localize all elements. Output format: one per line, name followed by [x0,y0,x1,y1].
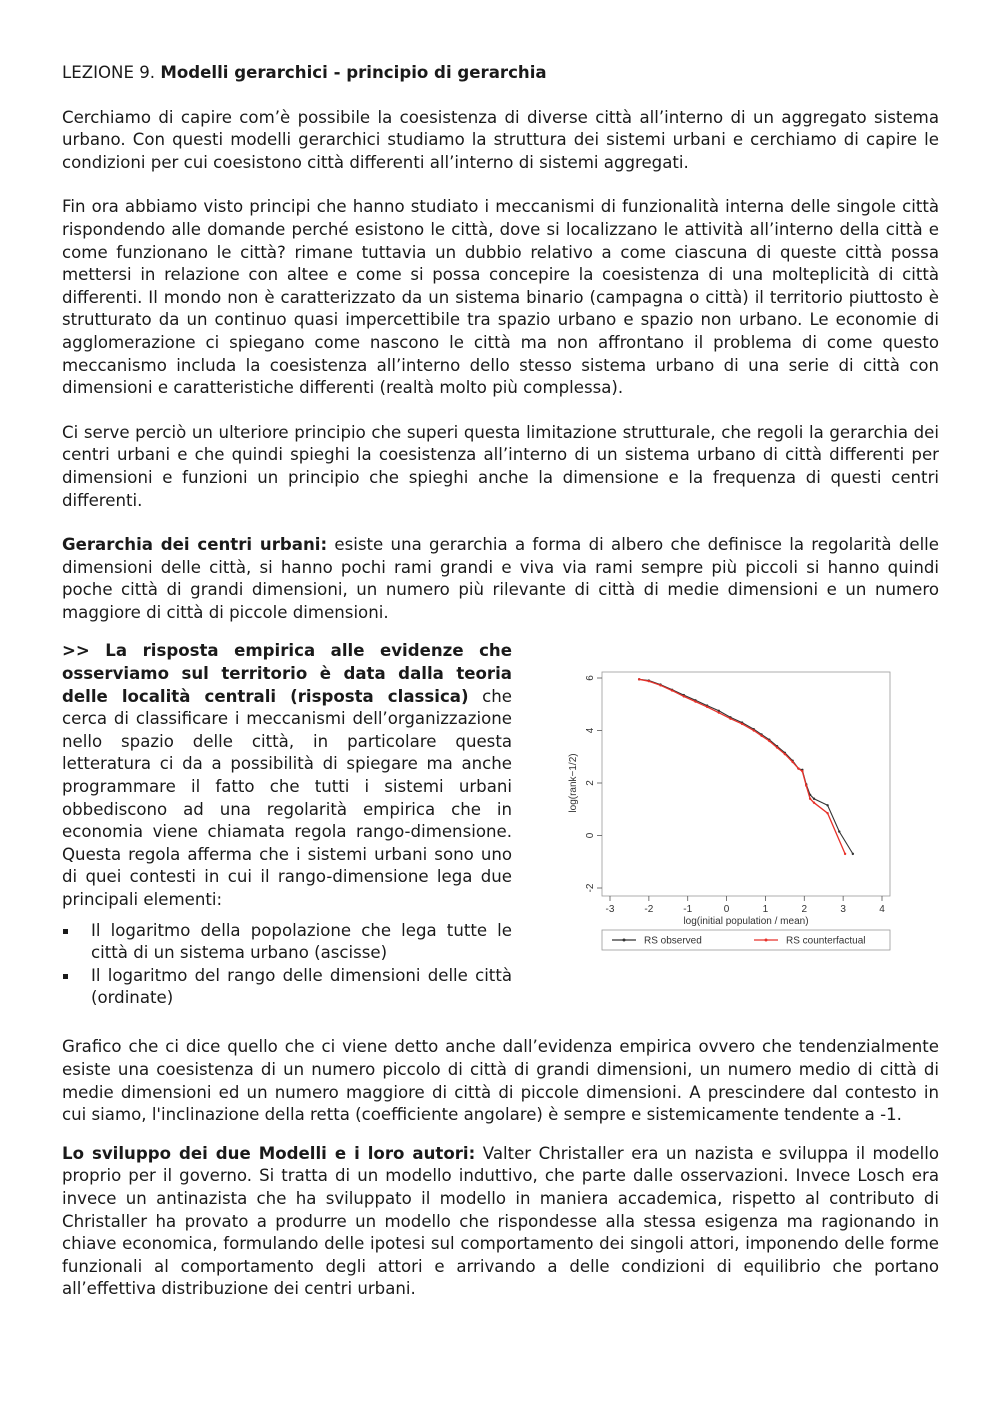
lesson-label: LEZIONE 9. [62,63,156,82]
y-tick-label: 4 [585,728,596,734]
central-places-text: che cerca di classificare i meccanismi dell’organizzazione nello spazio delle città, in particolare questa letteratura ci da a possibilità di spiegare ma anche programmare il fatto che tutti i sistemi urbani obbediscono ad una regolarità empirica che in economia viene chiamata regola rango-dimensione. Questa regola afferma che i sistemi urbani sono uno di quei contesti in cui il rango-dimensione lega due principali elementi: [62,686,512,909]
data-point [805,785,807,787]
x-tick-label: 4 [879,904,885,916]
models-authors-text: Valter Christaller era un nazista e sviluppa il modello proprio per il governo. Si tratta di un modello induttivo, che parte dalle osservazioni. Invece Losch era invece un antinazista che ha sviluppato il modello in maniera accademica, rispetto al contributo di Christaller ha provato a produrre un modello che rispondesse alla stessa esigenza ma ragionando in chiave economica, formulando delle ipotesi sul comportamento dei singoli attori, imponendo delle forme funzionali al comportamento degli attori e arrivando a delle condizioni di equilibrio che portano all’effettiva distribuzione dei centri urbani. [62,1143,939,1299]
paragraph-intro: Cerchiamo di capire com’è possibile la coesistenza di diverse città all’interno di un aggregato sistema urbano. Con questi modelli gerarchici studiamo la struttura dei sistemi urbani e cerchiamo di capire le condizioni per cui coesistono città differenti all’interno di sistemi aggregati. [62,107,939,172]
y-axis-label: log(rank−1/2) [568,753,579,814]
data-point [809,798,811,800]
chart-axes [568,672,890,927]
models-authors-heading: Lo sviluppo dei due Modelli e i loro autori: [62,1143,476,1163]
document-page [62,62,939,1301]
hierarchy-text: esiste una gerarchia a forma di albero che definisce la regolarità delle dimensioni delle città, si hanno pochi rami grandi e viva via rami sempre più piccoli si hanno quindi poche città di grandi dimensioni, un numero più rilevante di città di medie dimensioni e un numero maggiore di città di piccole dimensioni. [62,535,939,622]
x-tick-label: 0 [723,904,730,916]
data-point [813,798,815,800]
data-point [784,753,786,755]
data-point [776,747,778,749]
paragraph-new-principle: Ci serve perciò un ulteriore principio che superi questa limitazione strutturale, che regoli la gerarchia dei centri urbani e che quindi spieghi la coesistenza all’interno di un sistema urbano di città differenti per dimensioni e funzioni un principio che spieghi anche la dimensione e la frequenza di questi centri differenti. [62,422,939,510]
x-tick-label: -2 [644,904,654,916]
lesson-heading [62,62,939,85]
data-point [718,712,720,714]
data-point [648,680,650,682]
data-point [671,690,673,692]
data-point [729,718,731,720]
data-point [706,706,708,708]
legend-marker [765,939,768,942]
lesson-title: Modelli gerarchici - principio di gerarchia [160,63,547,82]
x-axis-label: log(initial population / mean) [683,916,809,928]
data-point [659,685,661,687]
hierarchy-heading: Gerarchia dei centri urbani: [62,535,328,555]
left-column [62,640,512,1010]
chart-legend [602,930,890,950]
legend-entry: RS counterfactual [786,935,866,947]
paragraph-hierarchy [62,534,939,624]
data-point [791,761,793,763]
data-point [694,701,696,703]
plot-frame [602,672,890,896]
y-tick-label: 0 [585,833,596,839]
x-tick-label: 2 [801,904,808,916]
data-point [760,735,762,737]
data-point [797,768,799,770]
legend-entry: RS observed [644,935,702,947]
paragraph-previous-principles: Fin ora abbiamo visto principi che hanno studiato i meccanismi di funzionalità interna delle singole città rispondendo alle domande perché esistono le città, dove si localizzano le attività all’interno della città e come funzionano le città? rimane tuttavia un dubbio relativo a come ciascuna di queste città possa mettersi in relazione con altee e come si possa concepire la coesistenza di una molteplicità di città differenti. Il mondo non è caratterizzato da un sistema binario (campagna o città) il territorio piuttosto è strutturato da un continuo quasi impercettibile tra spazio urbano e spazio non urbano. Le economie di agglomerazione ci spiegano come nascono le città ma non affrontano il problema di come questo meccanismo includa la coesistenza all’interno dello stesso sistema urbano di una serie di città con dimensioni e caratteristiche differenti (realtà molto più complessa). [62,197,939,398]
data-point [826,812,828,814]
y-tick-label: 2 [585,780,596,787]
list-item: Il logaritmo del rango delle dimensioni delle città (ordinate) [62,965,512,1010]
central-places-heading: >> La risposta empirica alle evidenze che osserviamo sul territorio è data dalla teoria delle località centrali (risposta classica) [62,641,512,706]
chart-series [638,679,854,856]
data-point [801,770,803,772]
data-point [768,740,770,742]
x-tick-label: 1 [762,904,769,916]
data-point [741,723,743,725]
data-point [852,853,854,855]
data-point [813,802,815,804]
text-and-chart-section [62,640,939,1020]
x-tick-label: -1 [683,904,693,916]
series-line-observed [639,680,853,855]
x-tick-label: 3 [840,904,846,916]
paragraph-chart-comment: Grafico che ci dice quello che ci viene detto anche dall’evidenza empirica ovvero che tendenzialmente esiste una coesistenza di un numero piccolo di città di grandi dimensioni, un numero medio di città di medie dimensioni ed un numero maggiore di città di piccole dimensioni. A prescindere dal contesto in cui siamo, l'inclinazione della retta (coefficiente angolare) è sempre e sistemicamente tendente a -1. [62,1037,939,1125]
list-item: Il logaritmo della popolazione che lega tutte le città di un sistema urbano (ascisse) [62,920,512,965]
data-point [753,730,755,732]
paragraph-models-authors [62,1143,939,1301]
y-tick-label: -2 [585,884,596,893]
data-point [826,805,828,807]
data-point [683,696,685,698]
data-point [844,853,846,855]
data-point [638,679,640,681]
rank-size-chart [552,660,952,980]
x-tick-label: -3 [605,904,615,916]
legend-marker [623,939,626,942]
bullet-list [62,920,512,1010]
data-point [838,831,840,833]
paragraph-central-places [62,640,512,911]
series-line-counterfactual [639,680,845,855]
y-tick-label: 6 [585,675,596,682]
